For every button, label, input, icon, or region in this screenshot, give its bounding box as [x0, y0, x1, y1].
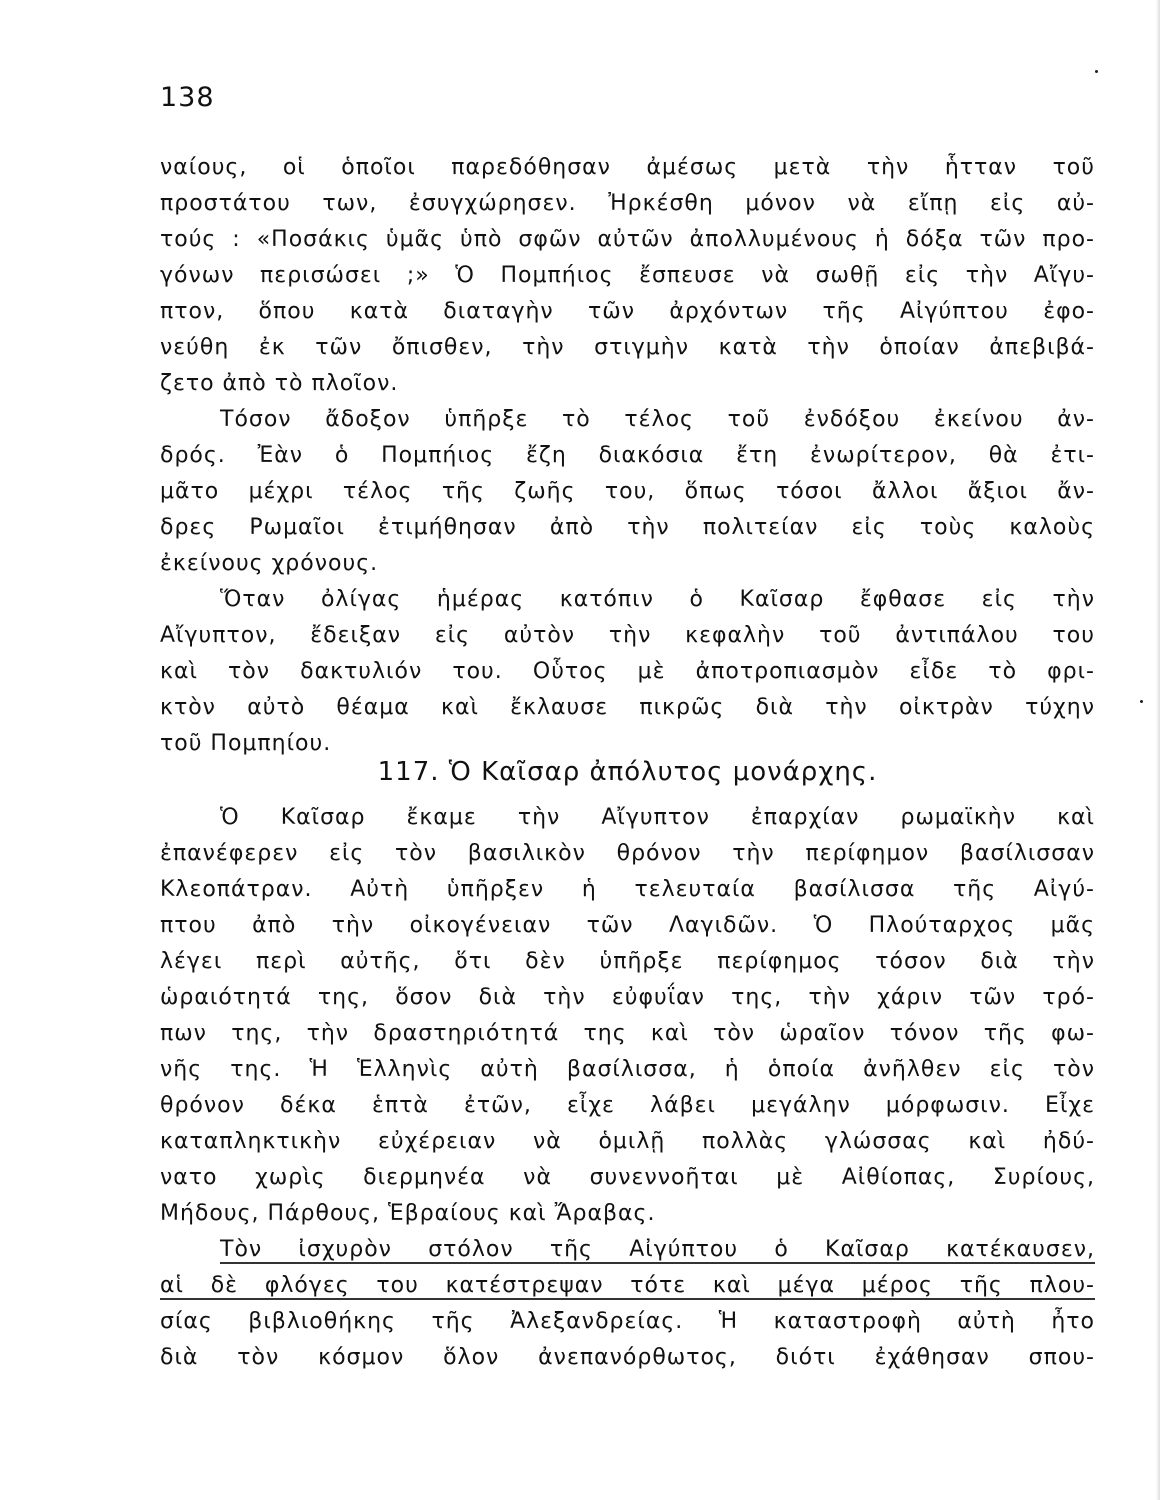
text-line: Ὅταν ὀλίγας ἡμέρας κατόπιν ὁ Καῖσαρ ἔφθασε εἰς τὴν [220, 587, 1095, 612]
text-line: πων της, τὴν δραστηριότητά της καὶ τὸν ὡραῖον τόνον τῆς φω- [160, 1021, 1095, 1046]
text-line: ναίους, οἱ ὁποῖοι παρεδόθησαν ἀμέσως μετὰ τὴν ἧτταν τοῦ [160, 155, 1095, 180]
text-line: σίας βιβλιοθήκης τῆς Ἀλεξανδρείας. Ἡ καταστροφὴ αὐτὴ ἦτο [160, 1309, 1095, 1334]
text-line: πτον, ὅπου κατὰ διαταγὴν τῶν ἀρχόντων τῆς Αἰγύπτου ἐφο- [160, 299, 1095, 324]
text-line: μᾶτο μέχρι τέλος τῆς ζωῆς του, ὅπως τόσοι ἄλλοι ἄξιοι ἄν- [160, 479, 1095, 504]
page-number: 138 [160, 82, 215, 113]
text-line: νεύθη ἐκ τῶν ὄπισθεν, τὴν στιγμὴν κατὰ τὴν ὁποίαν ἀπεβιβά- [160, 335, 1095, 360]
text-line: καταπληκτικὴν εὐχέρειαν νὰ ὁμιλῇ πολλὰς γλώσσας καὶ ἠδύ- [160, 1129, 1095, 1154]
text-line: γόνων περισώσει ;» Ὁ Πομπήιος ἔσπευσε νὰ σωθῇ εἰς τὴν Αἴγυ- [160, 263, 1095, 288]
text-line: ἐκείνους χρόνους. [160, 551, 379, 576]
text-line: πτου ἀπὸ τὴν οἰκογένειαν τῶν Λαγιδῶν. Ὁ Πλούταρχος μᾶς [160, 913, 1095, 938]
scan-speck [1140, 700, 1143, 703]
text-line: ὡραιότητά της, ὅσον διὰ τὴν εὐφυΐαν της, τὴν χάριν τῶν τρό- [160, 985, 1095, 1010]
page-edge-shadow [1156, 0, 1160, 1500]
text-line: λέγει περὶ αὐτῆς, ὅτι δὲν ὑπῆρξε περίφημος τόσον διὰ τὴν [160, 949, 1095, 974]
text-line: τούς : «Ποσάκις ὑμᾶς ὑπὸ σφῶν αὐτῶν ἀπολλυμένους ἡ δόξα τῶν προ- [160, 227, 1095, 252]
text-line: διὰ τὸν κόσμον ὅλον ἀνεπανόρθωτος, διότι ἐχάθησαν σπου- [160, 1345, 1095, 1370]
text-line: νῆς της. Ἡ Ἑλληνὶς αὐτὴ βασίλισσα, ἡ ὁποία ἀνῆλθεν εἰς τὸν [160, 1057, 1095, 1082]
text-line-underlined: Τὸν ἰσχυρὸν στόλον τῆς Αἰγύπτου ὁ Καῖσαρ κατέκαυσεν, [220, 1237, 1095, 1262]
text-line: δρός. Ἐὰν ὁ Πομπήιος ἔζη διακόσια ἔτη ἐνωρίτερον, θὰ ἐτι- [160, 443, 1095, 468]
text-line: Τόσον ἄδοξον ὑπῆρξε τὸ τέλος τοῦ ἐνδόξου ἐκείνου ἀν- [220, 407, 1095, 432]
text-line: ζετο ἀπὸ τὸ πλοῖον. [160, 371, 399, 396]
text-line: προστάτου των, ἐσυγχώρησεν. Ἠρκέσθη μόνον νὰ εἴπῃ εἰς αὐ- [160, 191, 1095, 216]
text-line: Κλεοπάτραν. Αὐτὴ ὑπῆρξεν ἡ τελευταία βασίλισσα τῆς Αἰγύ- [160, 877, 1095, 902]
text-line: Ὁ Καῖσαρ ἔκαμε τὴν Αἴγυπτον ἐπαρχίαν ρωμαϊκὴν καὶ [220, 805, 1095, 830]
text-line: Μήδους, Πάρθους, Ἑβραίους καὶ Ἄραβας. [160, 1201, 656, 1226]
text-line: ἐπανέφερεν εἰς τὸν βασιλικὸν θρόνον τὴν περίφημον βασίλισσαν [160, 841, 1095, 866]
text-line-underlined: αἱ δὲ φλόγες του κατέστρεψαν τότε καὶ μέγα μέρος τῆς πλου- [160, 1273, 1095, 1298]
scan-speck [1095, 70, 1098, 73]
text-line: καὶ τὸν δακτυλιόν του. Οὗτος μὲ ἀποτροπιασμὸν εἶδε τὸ φρι- [160, 659, 1095, 684]
text-line: Αἴγυπτον, ἔδειξαν εἰς αὐτὸν τὴν κεφαλὴν τοῦ ἀντιπάλου του [160, 623, 1095, 648]
text-line: κτὸν αὐτὸ θέαμα καὶ ἔκλαυσε πικρῶς διὰ τὴν οἰκτρὰν τύχην [160, 695, 1095, 720]
text-line: τοῦ Πομπηίου. [160, 731, 332, 756]
text-line: νατο χωρὶς διερμηνέα νὰ συνεννοῆται μὲ Αἰθίοπας, Συρίους, [160, 1165, 1095, 1190]
text-line: δρες Ρωμαῖοι ἐτιμήθησαν ἀπὸ τὴν πολιτείαν εἰς τοὺς καλοὺς [160, 515, 1095, 540]
section-heading: 117. Ὁ Καῖσαρ ἀπόλυτος μονάρχης. [377, 757, 878, 787]
text-line: θρόνον δέκα ἑπτὰ ἐτῶν, εἶχε λάβει μεγάλην μόρφωσιν. Εἶχε [160, 1093, 1095, 1118]
